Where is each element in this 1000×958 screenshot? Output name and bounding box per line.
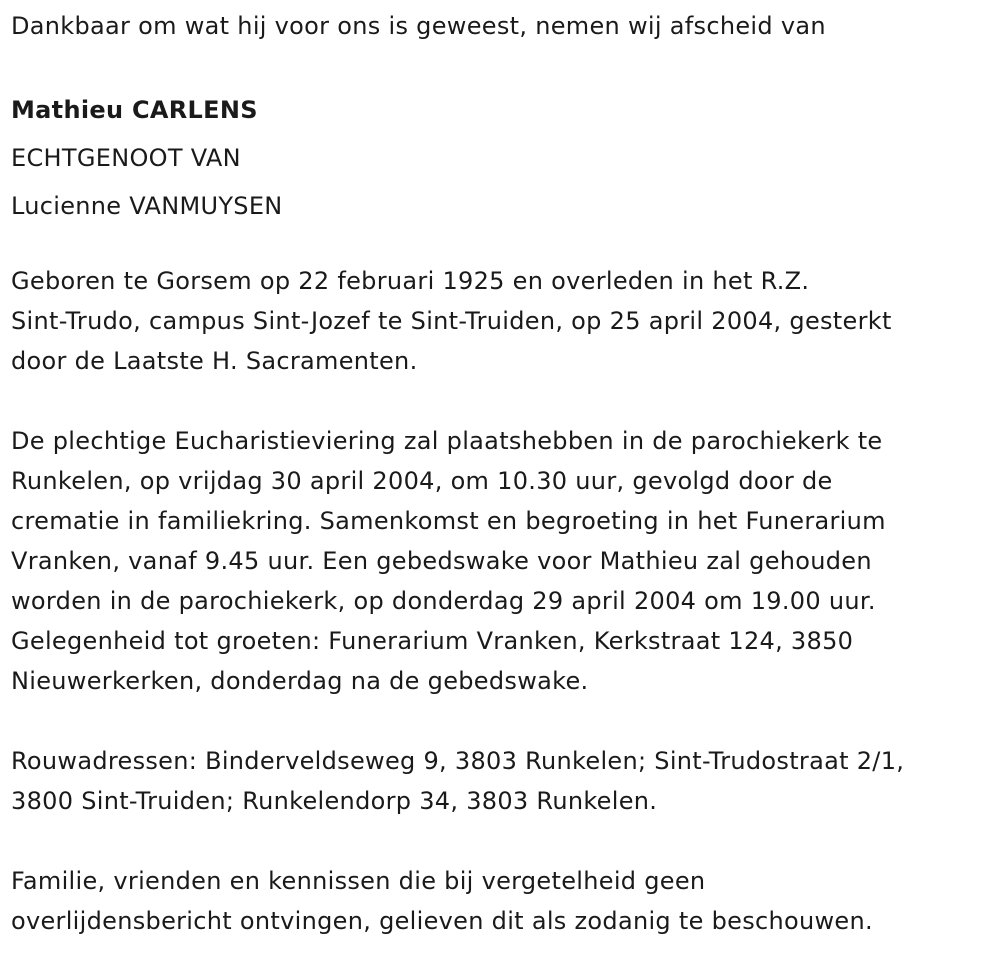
paragraph-line: Rouwadressen: Binderveldseweg 9, 3803 Runkelen; Sint-Trudostraat 2/1, xyxy=(11,747,905,775)
spouse-name: Lucienne VANMUYSEN xyxy=(11,192,283,220)
paragraph-line: Vranken, vanaf 9.45 uur. Een gebedswake voor Mathieu zal gehouden xyxy=(11,547,872,575)
paragraph-line: De plechtige Eucharistieviering zal plaatshebben in de parochiekerk te xyxy=(11,427,883,455)
birth-death-paragraph xyxy=(11,261,892,381)
intro-paragraph xyxy=(11,6,826,46)
paragraph-line: worden in de parochiekerk, op donderdag 29 april 2004 om 19.00 uur. xyxy=(11,587,876,615)
paragraph-line: 3800 Sint-Truiden; Runkelendorp 34, 3803 Runkelen. xyxy=(11,787,658,815)
paragraph-line: Gelegenheid tot groeten: Funerarium Vranken, Kerkstraat 124, 3850 xyxy=(11,627,854,655)
paragraph-line: Sint-Trudo, campus Sint-Jozef te Sint-Truiden, op 25 april 2004, gesterkt xyxy=(11,307,892,335)
paragraph-line: door de Laatste H. Sacramenten. xyxy=(11,347,418,375)
paragraph-line: overlijdensbericht ontvingen, gelieven dit als zodanig te beschouwen. xyxy=(11,907,873,935)
deceased-name: Mathieu CARLENS xyxy=(11,96,258,124)
relation-label: ECHTGENOOT VAN xyxy=(11,144,241,172)
family-note-paragraph xyxy=(11,861,873,941)
name-block xyxy=(11,86,283,230)
paragraph-line: Runkelen, op vrijdag 30 april 2004, om 10.30 uur, gevolgd door de xyxy=(11,467,833,495)
paragraph-line: Nieuwerkerken, donderdag na de gebedswake. xyxy=(11,667,589,695)
paragraph-line: Familie, vrienden en kennissen die bij vergetelheid geen xyxy=(11,867,706,895)
addresses-paragraph xyxy=(11,741,904,821)
paragraph-line: crematie in familiekring. Samenkomst en begroeting in het Funerarium xyxy=(11,507,886,535)
intro-line: Dankbaar om wat hij voor ons is geweest, nemen wij afscheid van xyxy=(11,12,826,40)
service-paragraph xyxy=(11,421,886,701)
paragraph-line: Geboren te Gorsem op 22 februari 1925 en overleden in het R.Z. xyxy=(11,267,810,295)
